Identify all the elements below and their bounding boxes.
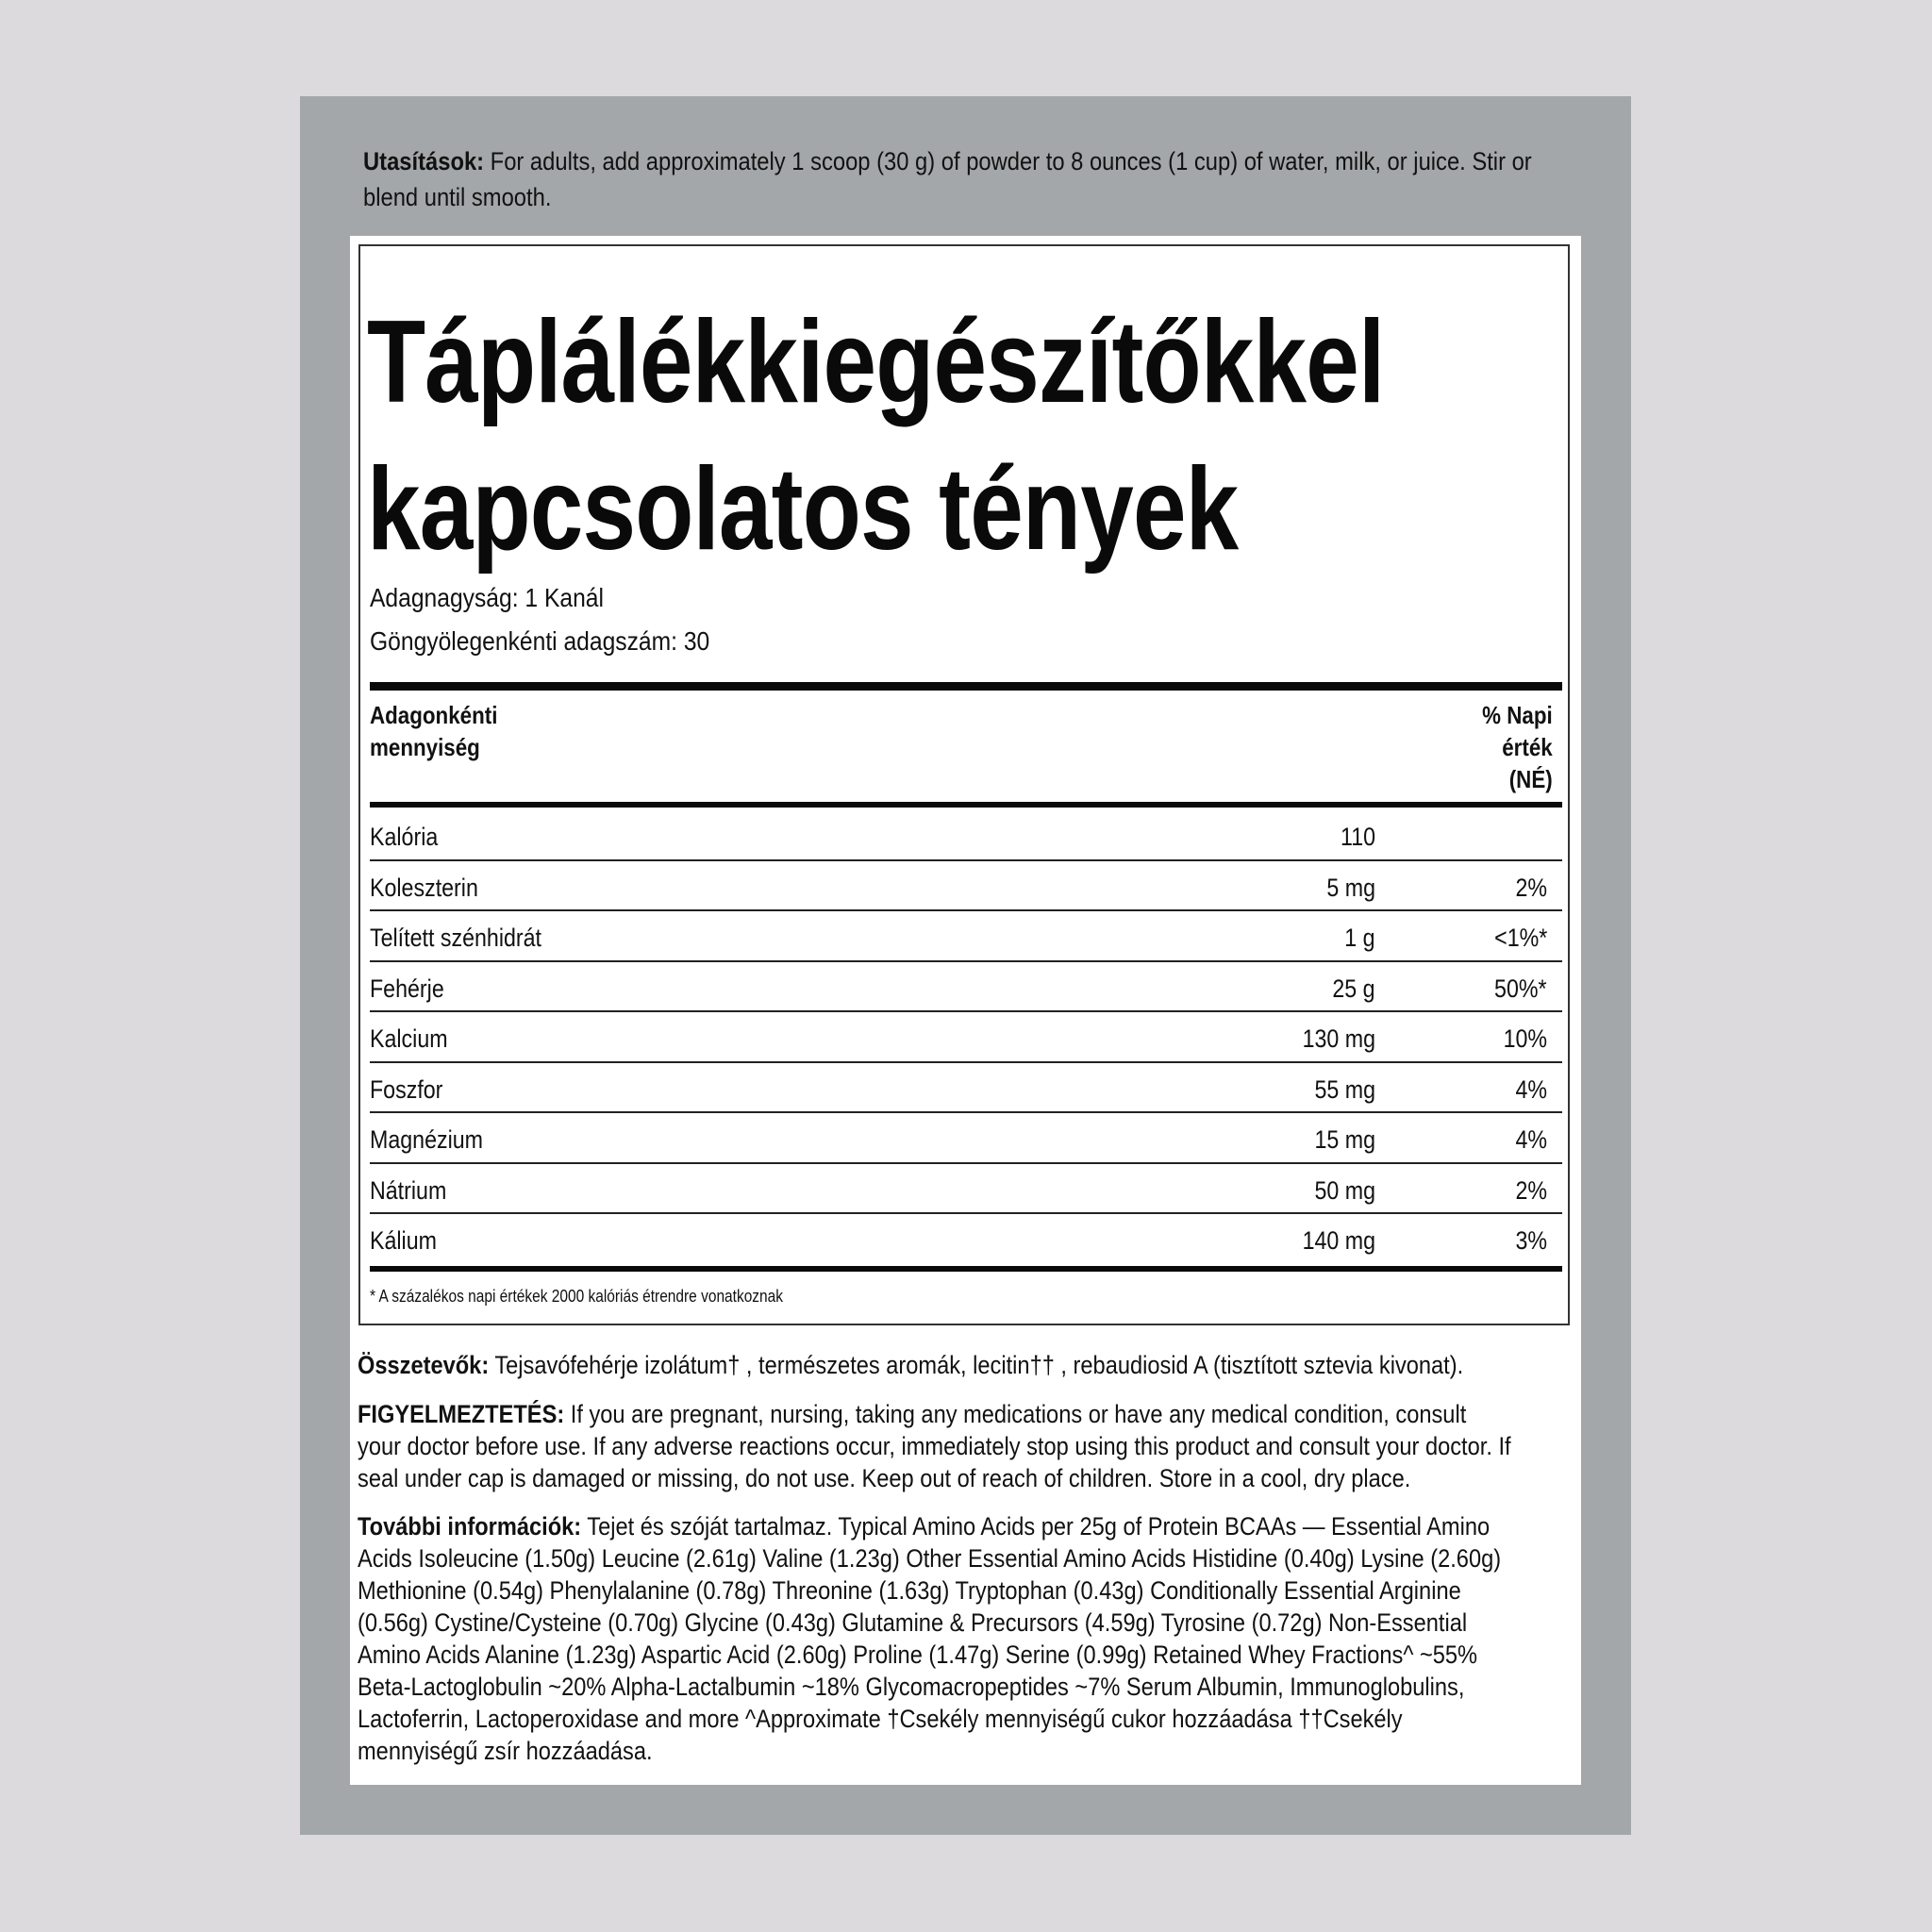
nutrient-name: Kalcium <box>370 1024 448 1053</box>
nutrient-row <box>370 911 1562 962</box>
nutrient-amount: 140 mg <box>1302 1226 1375 1255</box>
nutrient-daily-value: 4% <box>1515 1125 1547 1154</box>
warning-text <box>358 1398 1513 1494</box>
more-info-text <box>358 1510 1513 1767</box>
more-info-body: Tejet és szóját tartalmaz. Typical Amino Acids per 25g of Protein BCAAs — Essential Amino Acids Isoleucine (1.50g) Leucine (2.61g) Valine (1.23g) Other Essential Amino Acids Histidine (0.40g) Lysine (2.60g) Methionine (0.54g) Phenylalanine (0.78g) Threonine (1.63g) Tryptophan (0.43g) Conditionally Essential Arginine (0.56g) Cystine/Cysteine (0.70g) Glycine (0.43g) Glutamine & Precursors (4.59g) Tyrosine (0.72g) Non-Essential Amino Acids Alanine (1.23g) Aspartic Acid (2.60g) Proline (1.47g) Serine (0.99g) Retained Whey Fractions^ ~55% Beta-Lactoglobulin ~20% Alpha-Lactalbumin ~18% Glycomacropeptides ~7% Serum Albumin, Immunoglobulins, Lactoferrin, Lactoperoxidase and more ^Approximate †Csekély mennyiségű cukor hozzáadása ††Csekély mennyiségű zsír hozzáadása. <box>358 1512 1502 1765</box>
nutrient-amount: 1 g <box>1344 924 1375 952</box>
nutrient-amount: 25 g <box>1332 974 1375 1003</box>
directions-body: For adults, add approximately 1 scoop (30 g) of powder to 8 ounces (1 cup) of water, milk, or juice. Stir or blend until smooth. <box>363 147 1532 211</box>
nutrient-name: Koleszterin <box>370 873 478 902</box>
nutrient-amount: 15 mg <box>1314 1125 1375 1154</box>
more-info-label: További információk: <box>358 1512 582 1541</box>
nutrient-daily-value: <1%* <box>1493 924 1547 952</box>
nutrient-name: Foszfor <box>370 1074 443 1104</box>
nutrient-row <box>370 1012 1562 1063</box>
nutrient-row <box>370 1164 1562 1215</box>
nutrient-daily-value: 2% <box>1515 1175 1547 1205</box>
ingredients-text <box>358 1349 1513 1381</box>
facts-title-line1: Táplálékkiegészítőkkel <box>367 297 1385 427</box>
label-sheet <box>350 236 1581 1785</box>
divider-header <box>370 802 1562 808</box>
nutrient-row <box>370 1063 1562 1114</box>
divider-thick <box>370 682 1562 691</box>
serving-info <box>370 576 709 663</box>
nutrient-amount: 130 mg <box>1302 1024 1375 1053</box>
servings-per-container: Göngyölegenkénti adagszám: 30 <box>370 626 710 656</box>
facts-title-line2: kapcsolatos tények <box>367 444 1239 575</box>
nutrient-table <box>370 810 1562 1265</box>
nutrient-name: Kálium <box>370 1226 437 1255</box>
nutrient-name: Fehérje <box>370 974 444 1003</box>
divider-bottom <box>370 1266 1562 1272</box>
nutrient-name: Magnézium <box>370 1125 484 1154</box>
nutrient-row <box>370 810 1562 861</box>
label-panel <box>300 96 1631 1835</box>
nutrient-daily-value: 2% <box>1515 873 1547 902</box>
warning-body: If you are pregnant, nursing, taking any medications or have any medical condition, consult your doctor before use. If any adverse reactions occur, immediately stop using this product and consult your doctor. If seal under cap is damaged or missing, do not use. Keep out of reach of children. Store in a cool, dry place. <box>358 1400 1511 1492</box>
nutrient-daily-value: 4% <box>1515 1074 1547 1104</box>
facts-title <box>367 289 1384 583</box>
nutrient-amount: 55 mg <box>1314 1074 1375 1104</box>
daily-value-footnote: * A százalékos napi értékek 2000 kalóriás étrendre vonatkoznak <box>370 1287 784 1306</box>
nutrient-amount: 50 mg <box>1314 1175 1375 1205</box>
directions-label: Utasítások: <box>363 147 485 175</box>
header-right-line2: érték <box>1502 733 1553 761</box>
nutrient-amount: 110 <box>1340 823 1375 851</box>
ingredients-body: Tejsavófehérje izolátum† , természetes aromák, lecitin†† , rebaudiosid A (tisztított sztevia kivonat). <box>489 1351 1464 1379</box>
ingredients-label: Összetevők: <box>358 1351 490 1379</box>
nutrient-name: Kalória <box>370 823 439 851</box>
nutrient-row <box>370 1113 1562 1164</box>
header-left-line1: Adagonkénti <box>370 701 498 729</box>
daily-value-header <box>1482 699 1553 795</box>
nutrient-daily-value: 3% <box>1515 1226 1547 1255</box>
nutrient-row <box>370 1214 1562 1265</box>
header-right-line3: (NÉ) <box>1509 765 1553 793</box>
nutrient-daily-value: 50%* <box>1494 974 1547 1003</box>
amount-per-serving-header <box>370 699 497 763</box>
directions-text <box>363 143 1580 215</box>
nutrient-name: Nátrium <box>370 1175 447 1205</box>
nutrient-row <box>370 962 1562 1013</box>
header-left-line2: mennyiség <box>370 733 480 761</box>
warning-label: FIGYELMEZTETÉS: <box>358 1400 565 1428</box>
supplement-facts-box <box>358 244 1570 1325</box>
nutrient-daily-value: 10% <box>1503 1024 1547 1053</box>
nutrient-amount: 5 mg <box>1326 873 1375 902</box>
serving-size: Adagnagyság: 1 Kanál <box>370 583 604 612</box>
nutrient-name: Telített szénhidrát <box>370 924 541 952</box>
header-right-line1: % Napi <box>1482 701 1553 729</box>
nutrient-row <box>370 861 1562 912</box>
